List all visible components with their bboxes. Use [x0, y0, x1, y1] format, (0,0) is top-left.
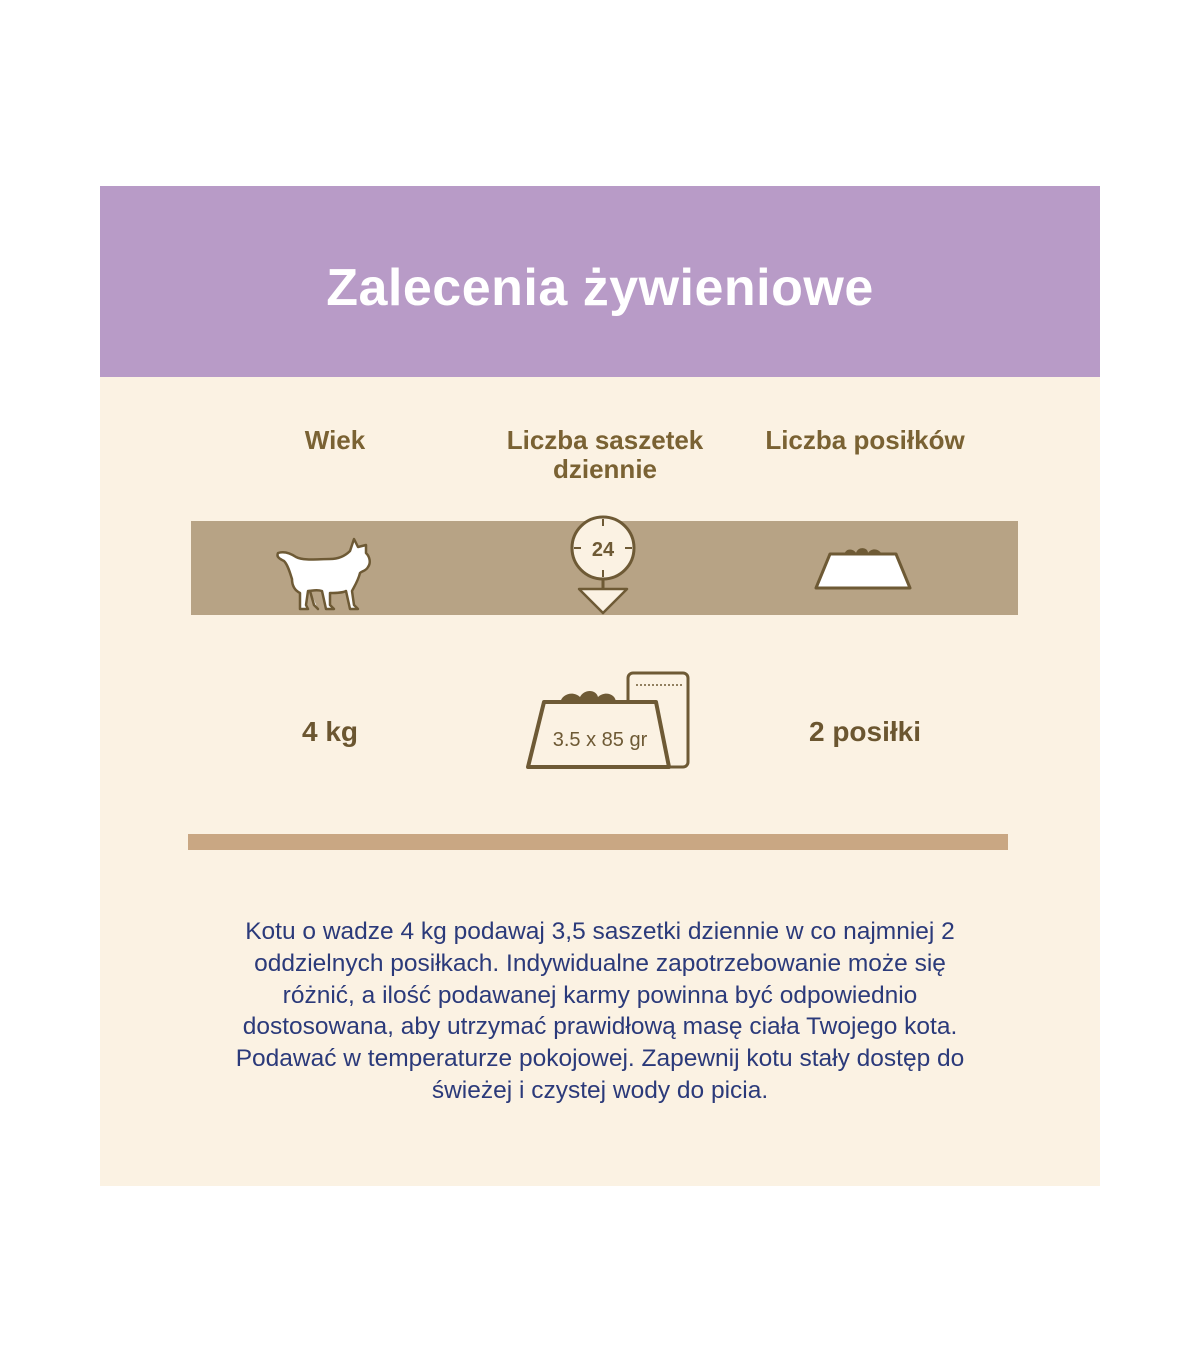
- cat-icon: [270, 529, 382, 613]
- description-line: oddzielnych posiłkach. Indywidualne zapotrzebowanie może się: [254, 949, 946, 977]
- clock-24h-icon: [568, 512, 642, 618]
- feeding-card: [100, 186, 1100, 1186]
- clock-label: 24: [591, 539, 615, 561]
- divider: [188, 834, 1008, 850]
- age-value: 4 kg: [301, 716, 359, 747]
- column-heading-meals: Liczba posiłków: [765, 425, 965, 455]
- column-heading-sachets-line1: Liczba saszetek: [506, 425, 704, 455]
- description-line: dostosowana, aby utrzymać prawidłową masę ciała Twojego kota.: [242, 1013, 958, 1041]
- description-line: Podawać w temperaturze pokojowej. Zapewnij kotu stały dostęp do: [235, 1045, 965, 1073]
- header-banner: [100, 186, 1100, 377]
- description-line: różnić, a ilość podawanej karmy powinna być odpowiednio: [282, 981, 918, 1009]
- description-line: Kotu o wadze 4 kg podawaj 3,5 saszetki dziennie w co najmniej 2: [245, 918, 955, 945]
- column-heading-sachets: [485, 426, 725, 484]
- portion-icon: [524, 671, 692, 771]
- page-title: Zalecenia żywieniowe: [326, 259, 874, 317]
- food-bowl-icon: [812, 541, 914, 593]
- column-heading-sachets-line2: dziennie: [552, 454, 657, 484]
- portion-label: 3.5 x 85 gr: [552, 729, 648, 751]
- feeding-description: [180, 916, 1020, 1107]
- description-line: świeżej i czystej wody do picia.: [431, 1076, 769, 1104]
- meals-value: 2 posiłki: [808, 716, 922, 747]
- column-heading-age: Wiek: [304, 425, 366, 455]
